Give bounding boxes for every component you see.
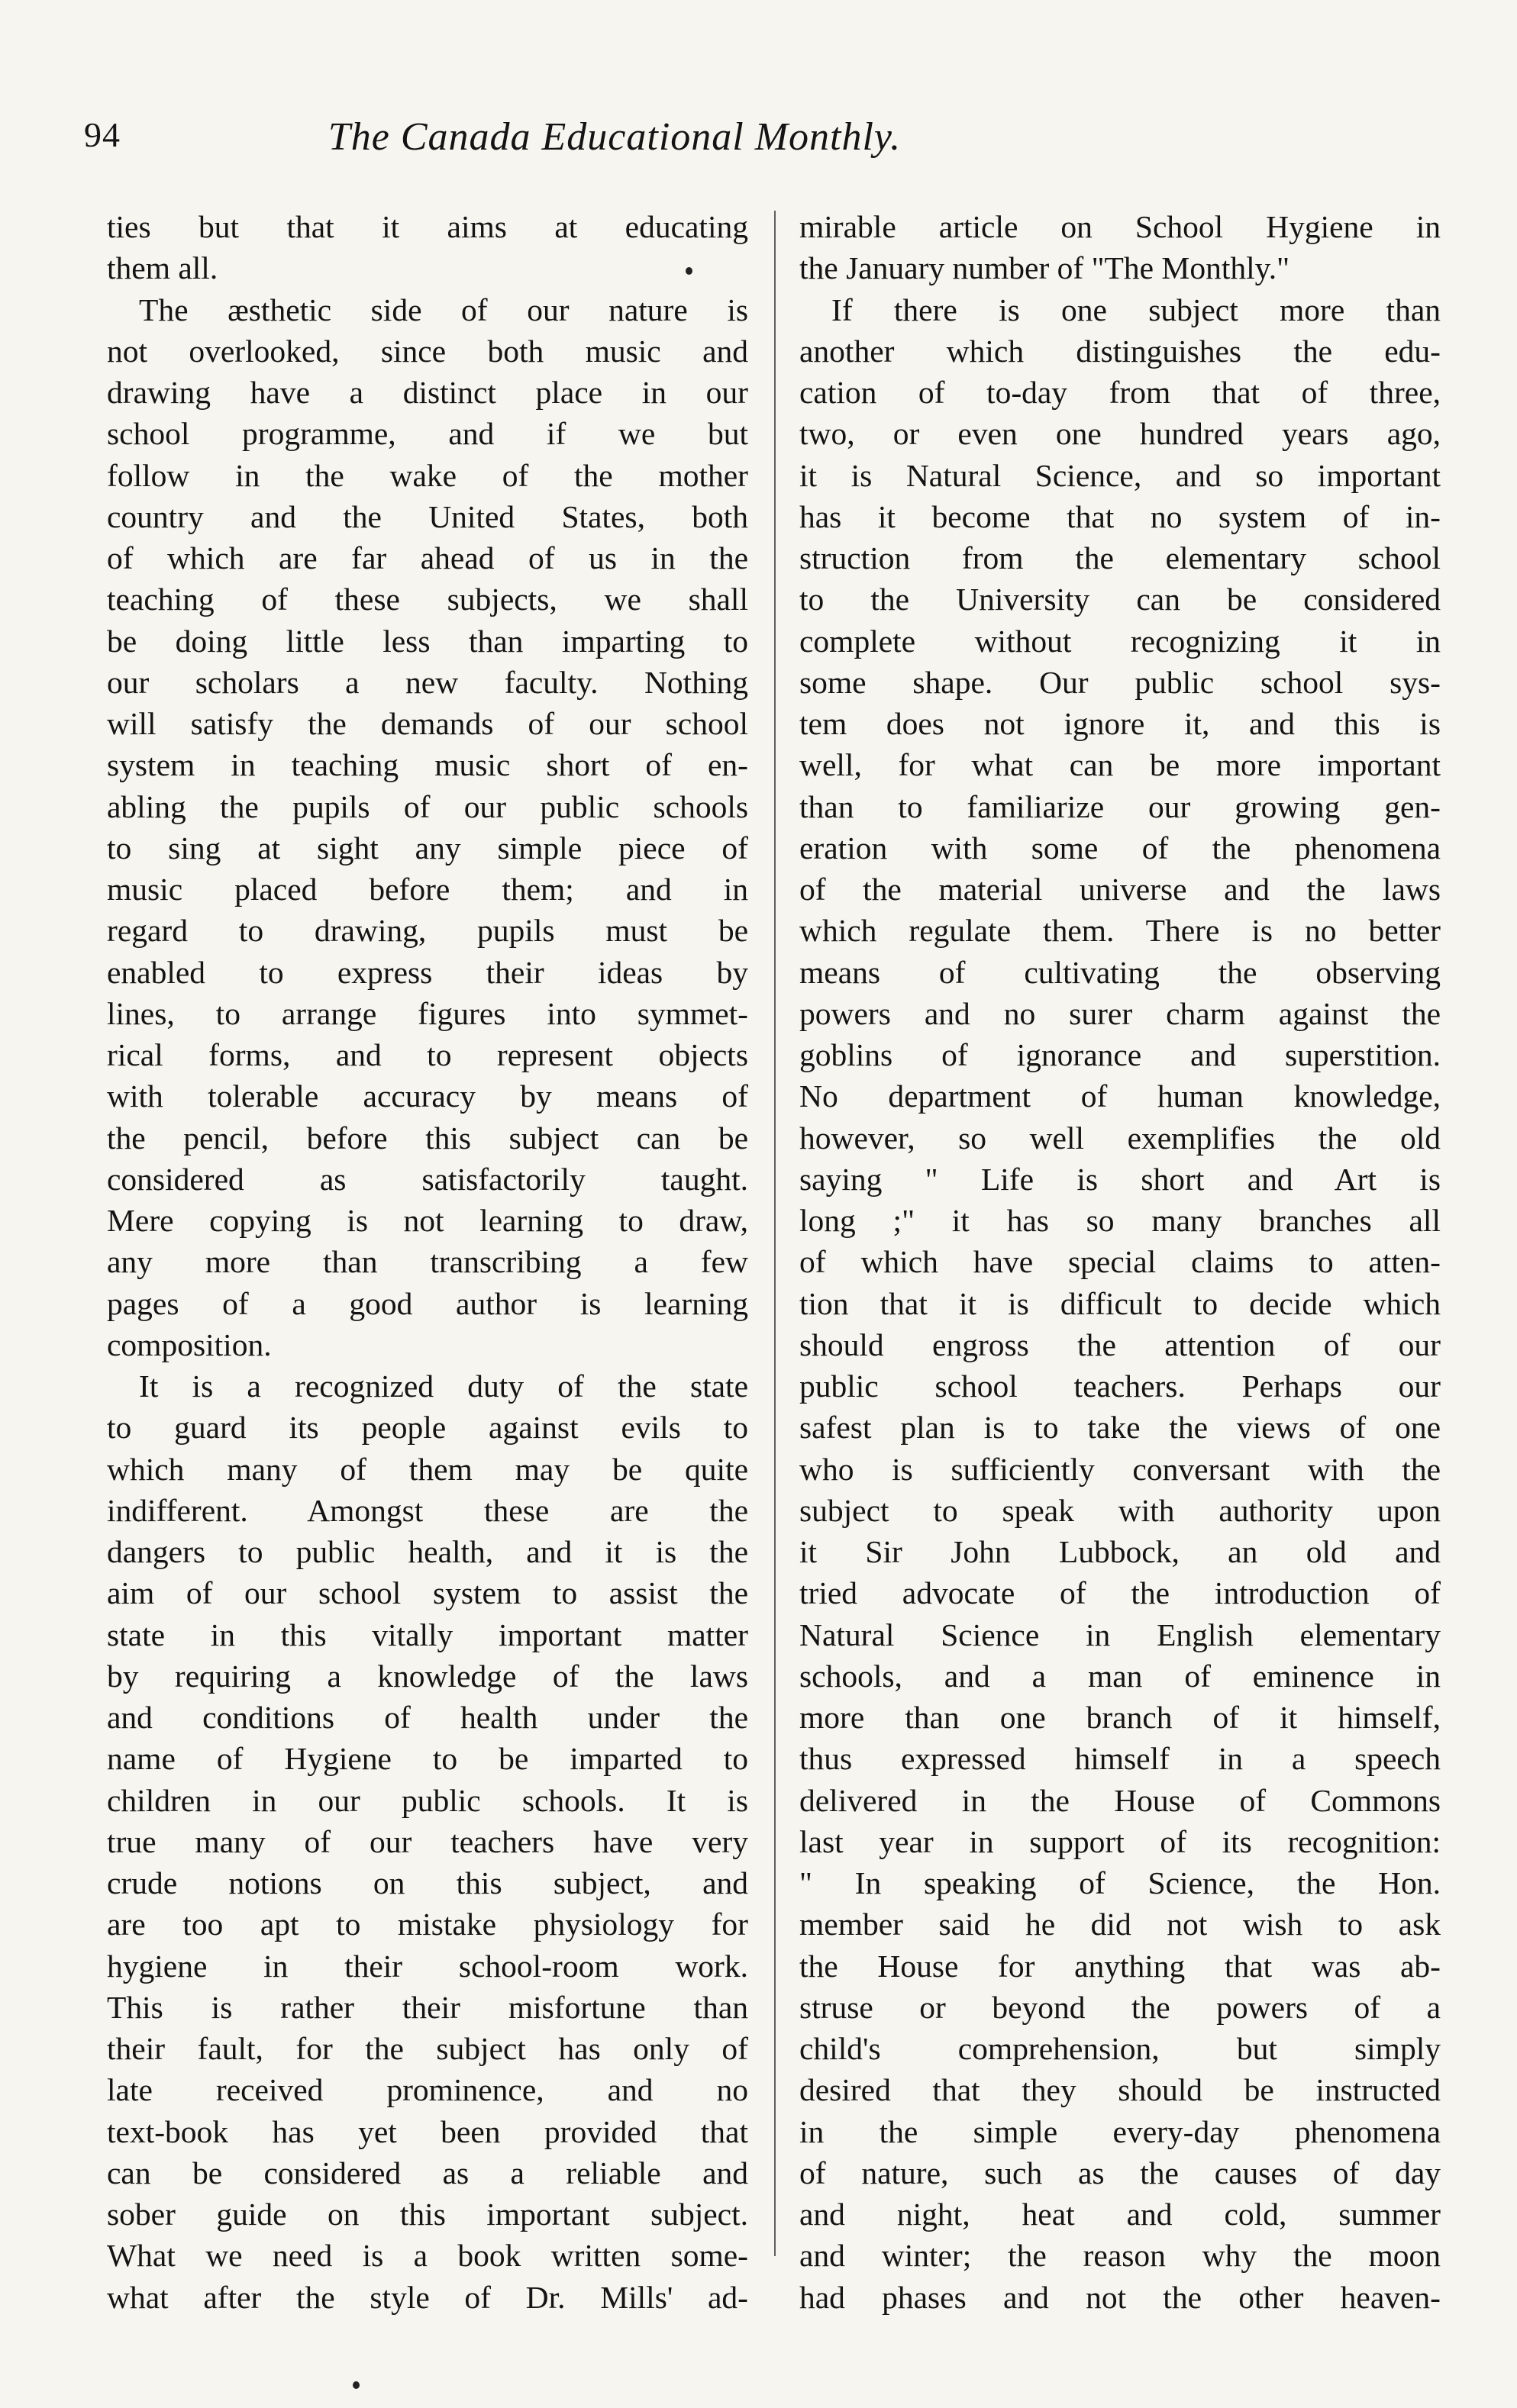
text-line: of the material universe and the laws — [799, 872, 1441, 907]
text-line: member said he did not wish to ask — [799, 1907, 1441, 1942]
text-line: If there is one subject more than — [831, 292, 1441, 327]
text-line: be doing little less than imparting to — [107, 623, 748, 659]
text-line: powers and no surer charm against the — [799, 995, 1441, 1031]
text-line: abling the pupils of our public schools — [107, 788, 748, 824]
text-line: has it become that no system of in- — [799, 498, 1441, 534]
text-line: saying " Life is short and Art is — [799, 1161, 1441, 1197]
text-line: of nature, such as the causes of day — [799, 2155, 1441, 2190]
text-line: country and the United States, both — [107, 498, 748, 534]
text-line: sober guide on this important subject. — [107, 2197, 748, 2232]
page-header — [84, 114, 1145, 176]
text-line: which many of them may be quite — [107, 1451, 748, 1487]
text-line: public school teachers. Perhaps our — [799, 1368, 1441, 1404]
text-line: rical forms, and to represent objects — [107, 1037, 748, 1072]
page-number: 94 — [84, 115, 121, 154]
text-line: true many of our teachers have very — [107, 1823, 748, 1859]
text-line: The æsthetic side of our nature is — [139, 292, 748, 327]
text-line: any more than transcribing a few — [107, 1244, 748, 1280]
text-line: pages of a good author is learning — [107, 1285, 748, 1321]
right-text-column — [799, 206, 1441, 2318]
text-line: aim of our school system to assist the — [107, 1575, 748, 1611]
text-line: subject to speak with authority upon — [799, 1492, 1441, 1528]
text-line: delivered in the House of Commons — [799, 1782, 1441, 1818]
text-line: are too apt to mistake physiology for — [107, 1907, 748, 1942]
text-line: cation of to-day from that of three, — [799, 375, 1441, 410]
text-line: enabled to express their ideas by — [107, 954, 748, 990]
text-line: means of cultivating the observing — [799, 954, 1441, 990]
text-line: ties but that it aims at educating — [107, 209, 748, 244]
text-line: with tolerable accuracy by means of — [107, 1078, 748, 1114]
text-line: to guard its people against evils to — [107, 1410, 748, 1446]
text-line: what after the style of Dr. Mills' ad- — [107, 2279, 748, 2315]
text-line: it Sir John Lubbock, an old and — [799, 1534, 1441, 1569]
column-divider-rule — [774, 211, 776, 2256]
text-line: had phases and not the other heaven- — [799, 2279, 1441, 2315]
text-line: child's comprehension, but simply — [799, 2031, 1441, 2066]
text-line: eration with some of the phenomena — [799, 830, 1441, 866]
running-title: The Canada Educational Monthly. — [328, 115, 902, 159]
text-line: last year in support of its recognition: — [799, 1823, 1441, 1859]
text-line: of which have special claims to atten- — [799, 1244, 1441, 1280]
text-line: another which distinguishes the edu- — [799, 333, 1441, 369]
text-line: drawing have a distinct place in our — [107, 375, 748, 410]
text-line: can be considered as a reliable and — [107, 2155, 748, 2190]
text-line: Natural Science in English elementary — [799, 1617, 1441, 1652]
text-line: indifferent. Amongst these are the — [107, 1492, 748, 1528]
text-line: mirable article on School Hygiene in — [799, 209, 1441, 244]
text-line: name of Hygiene to be imparted to — [107, 1741, 748, 1777]
text-line: regard to drawing, pupils must be — [107, 913, 748, 949]
text-line: more than one branch of it himself, — [799, 1700, 1441, 1735]
text-line: thus expressed himself in a speech — [799, 1741, 1441, 1777]
text-line: school programme, and if we but — [107, 416, 748, 452]
text-line: their fault, for the subject has only of — [107, 2031, 748, 2066]
text-line: the January number of "The Monthly." — [799, 250, 1290, 286]
text-line: long ;" it has so many branches all — [799, 1203, 1441, 1238]
text-line: by requiring a knowledge of the laws — [107, 1658, 748, 1694]
text-line: hygiene in their school-room work. — [107, 1948, 748, 1984]
text-line: music placed before them; and in — [107, 872, 748, 907]
text-line: to the University can be considered — [799, 582, 1441, 617]
text-line: them all. — [107, 250, 218, 286]
text-line: complete without recognizing it in — [799, 623, 1441, 659]
text-line: No department of human knowledge, — [799, 1078, 1441, 1114]
text-line: the House for anything that was ab- — [799, 1948, 1441, 1984]
text-line: struction from the elementary school — [799, 540, 1441, 575]
text-line: some shape. Our public school sys- — [799, 664, 1441, 700]
text-line: who is sufficiently conversant with the — [799, 1451, 1441, 1487]
text-line: state in this vitally important matter — [107, 1617, 748, 1652]
text-line: lines, to arrange figures into symmet- — [107, 995, 748, 1031]
print-speck — [686, 267, 692, 275]
print-speck — [353, 2381, 360, 2389]
text-line: text-book has yet been provided that — [107, 2113, 748, 2149]
left-text-column — [107, 206, 748, 2318]
text-line: not overlooked, since both music and — [107, 333, 748, 369]
text-line: two, or even one hundred years ago, — [799, 416, 1441, 452]
text-line: tried advocate of the introduction of — [799, 1575, 1441, 1611]
text-line: safest plan is to take the views of one — [799, 1410, 1441, 1446]
text-line: schools, and a man of eminence in — [799, 1658, 1441, 1694]
text-line: composition. — [107, 1326, 272, 1362]
text-line: than to familiarize our growing gen- — [799, 788, 1441, 824]
text-line: it is Natural Science, and so important — [799, 457, 1441, 493]
text-line: however, so well exemplifies the old — [799, 1120, 1441, 1156]
text-line: our scholars a new faculty. Nothing — [107, 664, 748, 700]
text-line: tem does not ignore it, and this is — [799, 706, 1441, 741]
text-line: Mere copying is not learning to draw, — [107, 1203, 748, 1238]
text-line: This is rather their misfortune than — [107, 1989, 748, 2025]
text-line: and winter; the reason why the moon — [799, 2238, 1441, 2274]
text-line: in the simple every-day phenomena — [799, 2113, 1441, 2149]
text-line: " In speaking of Science, the Hon. — [799, 1865, 1441, 1900]
text-line: It is a recognized duty of the state — [139, 1368, 748, 1404]
text-line: to sing at sight any simple piece of — [107, 830, 748, 866]
text-line: should engross the attention of our — [799, 1326, 1441, 1362]
text-line: What we need is a book written some- — [107, 2238, 748, 2274]
text-line: goblins of ignorance and superstition. — [799, 1037, 1441, 1072]
text-line: and night, heat and cold, summer — [799, 2197, 1441, 2232]
text-line: which regulate them. There is no better — [799, 913, 1441, 949]
text-line: teaching of these subjects, we shall — [107, 582, 748, 617]
text-line: children in our public schools. It is — [107, 1782, 748, 1818]
text-line: late received prominence, and no — [107, 2072, 748, 2108]
text-line: tion that it is difficult to decide which — [799, 1285, 1441, 1321]
text-line: system in teaching music short of en- — [107, 747, 748, 783]
text-line: well, for what can be more important — [799, 747, 1441, 783]
text-line: desired that they should be instructed — [799, 2072, 1441, 2108]
text-line: will satisfy the demands of our school — [107, 706, 748, 741]
text-line: of which are far ahead of us in the — [107, 540, 748, 575]
text-line: the pencil, before this subject can be — [107, 1120, 748, 1156]
text-line: crude notions on this subject, and — [107, 1865, 748, 1900]
text-line: dangers to public health, and it is the — [107, 1534, 748, 1569]
text-line: and conditions of health under the — [107, 1700, 748, 1735]
text-line: considered as satisfactorily taught. — [107, 1161, 748, 1197]
text-line: follow in the wake of the mother — [107, 457, 748, 493]
text-line: struse or beyond the powers of a — [799, 1989, 1441, 2025]
